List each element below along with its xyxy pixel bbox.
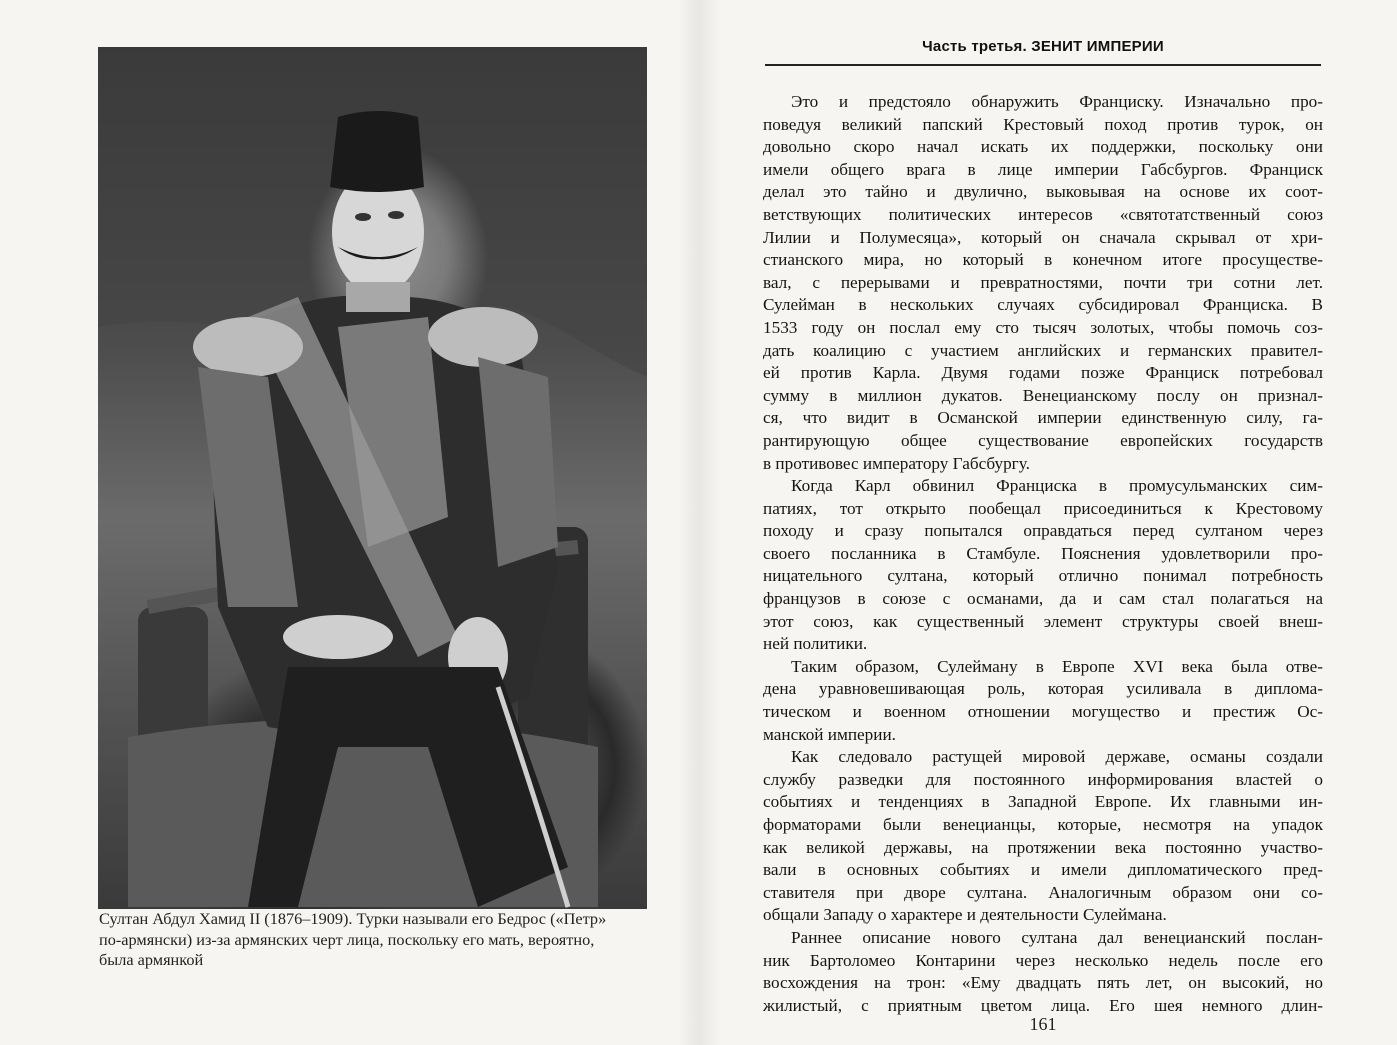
text-line: ставителя при дворе султана. Аналогичным образом они со-: [763, 882, 1323, 902]
text-line: Это и предстояло обнаружить Франциску. Изначально про-: [791, 92, 1323, 111]
text-line: ницательного султана, который отлично понимал потребность: [763, 566, 1323, 586]
text-line: форматорами были венецианцы, которые, несмотря на упадок: [763, 815, 1323, 834]
text-line: вали в основных событиях и имели дипломатического пред-: [763, 860, 1323, 880]
text-line: общали Западу о характере и деятельности Сулеймана.: [763, 905, 1167, 925]
text-line: восхождения на трон: «Ему двадцать пять лет, он высокий, но: [763, 973, 1323, 993]
text-line: сумму в миллион дукатов. Венецианскому послу он признал-: [763, 385, 1323, 405]
text-line: рантирующую общее существование европейских государств: [763, 430, 1323, 450]
sultan-portrait-photo: [98, 47, 647, 909]
text-line: французов в союзе с османами, да и сам стал полагаться на: [763, 589, 1323, 609]
text-line: как великой державы, на протяжении века постоянно участво-: [763, 837, 1323, 857]
text-line: манской империи.: [763, 724, 896, 744]
text-line: патиях, тот открыто пообещал присоединиться к Крестовому: [763, 498, 1323, 518]
text-line: имели общего врага в лице империи Габсбургов. Франциск: [763, 159, 1323, 179]
page-number: 161: [1029, 1014, 1057, 1034]
text-line: дена уравновешивающая роль, которая усиливала в диплома-: [763, 679, 1323, 699]
photo-caption: [99, 909, 647, 971]
caption-line: Султан Абдул Хамид II (1876–1909). Турки называли его Бедрос («Петр»: [99, 909, 607, 928]
portrait-illustration: [98, 47, 647, 909]
text-line: походу и сразу попытался оправдаться перед султаном через: [763, 521, 1323, 541]
text-line: в противовес императору Габсбургу.: [763, 453, 1030, 473]
text-line: своего посланника в Стамбуле. Пояснения удовлетворили про-: [763, 543, 1323, 563]
text-line: Лилии и Полумесяца», который он сначала скрывал от хри-: [763, 227, 1323, 247]
text-line: довольно скоро начал искать их поддержки, поскольку они: [763, 137, 1323, 157]
header-rule: [765, 64, 1321, 66]
text-line: ей против Карла. Двумя годами позже Франциск потребовал: [763, 363, 1323, 383]
text-line: событиях и тенденциях в Западной Европе. Их главными ин-: [763, 792, 1323, 812]
text-line: вал, с перерывами и превратностями, почти три сотни лет.: [763, 272, 1323, 292]
caption-line: по-армянски) из-за армянских черт лица, поскольку его мать, вероятно,: [99, 929, 595, 949]
text-line: ся, что видит в Османской империи единственную силу, га-: [763, 408, 1323, 428]
text-line: делал это тайно и двулично, выковывая на основе их соот-: [763, 182, 1323, 202]
body-text: [763, 91, 1323, 1017]
text-line: Когда Карл обвинил Франциска в промусульманских сим-: [791, 476, 1323, 496]
text-line: поведуя великий папский Крестовый поход против турок, он: [763, 114, 1323, 134]
text-line: Сулейман в нескольких случаях субсидировал Франциска. В: [763, 295, 1323, 315]
text-line: стианского мира, но который в конечном итоге просуществе-: [763, 250, 1323, 270]
text-line: жилистый, с приятным цветом лица. Его шея немного длин-: [763, 995, 1323, 1015]
text-line: 1533 году он послал ему сто тысяч золотых, чтобы помочь соз-: [763, 317, 1323, 337]
book-gutter: [678, 0, 720, 1045]
text-line: этот союз, как существенный элемент структуры своей внеш-: [763, 611, 1323, 631]
caption-line: была армянкой: [99, 950, 204, 969]
text-line: тическом и военном отношении могущество и престиж Ос-: [763, 702, 1323, 722]
text-line: службу разведки для постоянного информирования властей о: [763, 769, 1323, 789]
text-line: ней политики.: [763, 634, 868, 654]
running-header: Часть третья. ЗЕНИТ ИМПЕРИИ: [922, 38, 1164, 55]
text-line: ник Бартоломео Контарини через несколько недель после его: [763, 950, 1323, 970]
text-line: Как следовало растущей мировой державе, османы создали: [791, 747, 1323, 767]
text-line: Раннее описание нового султана дал венецианский послан-: [791, 927, 1323, 947]
text-line: ветствующих политических интересов «святотатственный союз: [763, 204, 1323, 224]
text-line: Таким образом, Сулейману в Европе XVI века была отве-: [791, 656, 1323, 676]
text-line: дать коалицию с участием английских и германских правител-: [763, 340, 1323, 360]
